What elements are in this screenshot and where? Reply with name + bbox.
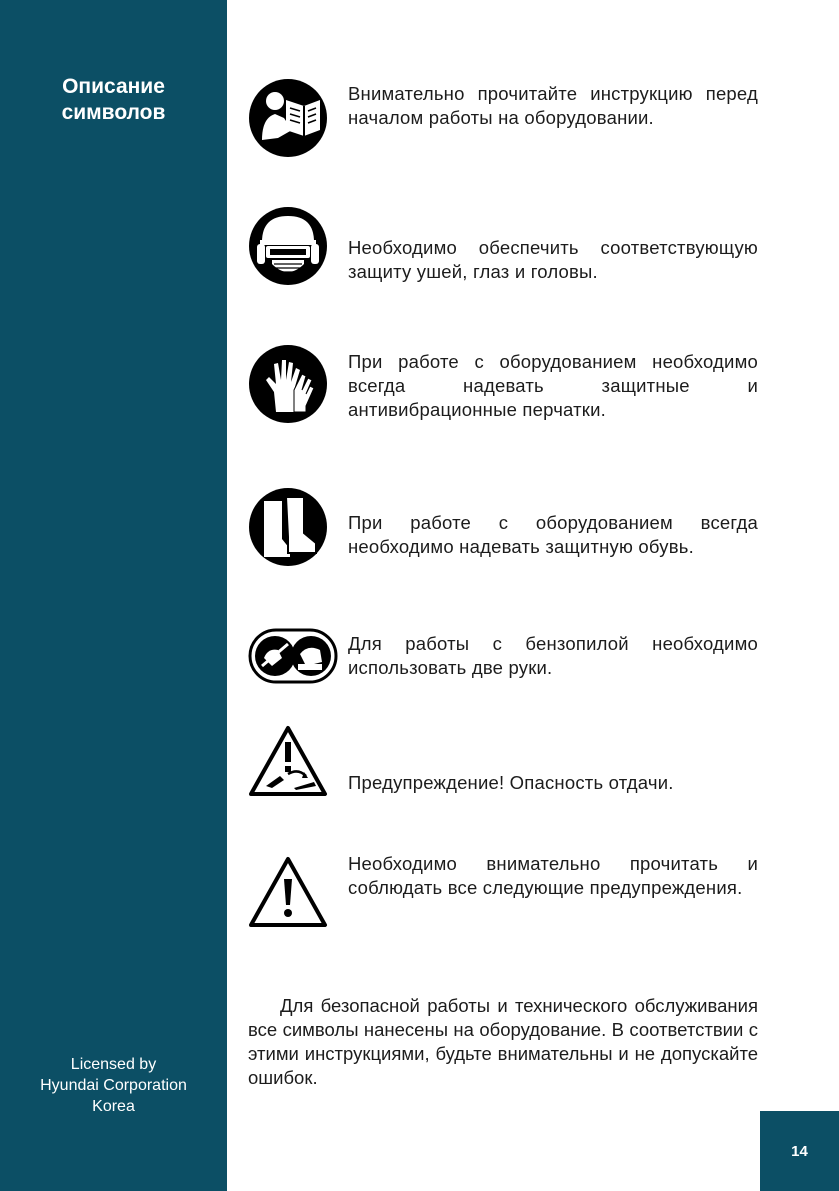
license-line2: Hyundai Corporation <box>40 1077 187 1094</box>
symbol-text-head-protection: Необходимо обеспечить соответствующую защиту ушей, глаз и головы. <box>348 237 758 282</box>
sidebar <box>0 0 227 1191</box>
closing-paragraph: Для безопасной работы и технического обслуживания все символы нанесены на оборудование. В соответствии с этими инструкциями, будьте внимательны и не допускайте ошибок. <box>248 995 758 1088</box>
kickback-warning-icon <box>248 724 328 798</box>
section-title-line2: символов <box>61 101 166 124</box>
two-hands-operation-icon <box>248 628 338 684</box>
general-warning-icon <box>248 855 328 929</box>
symbol-text-read-manual: Внимательно прочитайте инструкцию перед началом работы на оборудовании. <box>348 83 758 128</box>
symbol-text-gloves: При работе с оборудованием необходимо всегда надевать защитные и антивибрационные перчатки. <box>348 351 758 420</box>
symbol-text-warning: Необходимо внимательно прочитать и соблюдать все следующие предупреждения. <box>348 853 758 898</box>
read-manual-icon <box>248 78 328 158</box>
head-eye-ear-protection-icon <box>248 206 328 286</box>
license-line3: Korea <box>92 1098 135 1115</box>
page-number-label: 14 <box>791 1142 808 1160</box>
safety-boots-icon <box>248 487 328 567</box>
symbol-text-two-hands: Для работы с бензопилой необходимо использовать две руки. <box>348 633 758 678</box>
license-line1: Licensed by <box>70 1056 157 1073</box>
section-title-line1: Описание <box>62 75 165 98</box>
license-note <box>0 1054 227 1117</box>
symbol-text-kickback: Предупреждение! Опасность отдачи. <box>348 772 674 793</box>
protective-gloves-icon <box>248 344 328 424</box>
section-title <box>0 74 227 126</box>
symbol-text-boots: При работе с оборудованием всегда необходимо надевать защитную обувь. <box>348 512 758 557</box>
page-number <box>760 1111 839 1191</box>
